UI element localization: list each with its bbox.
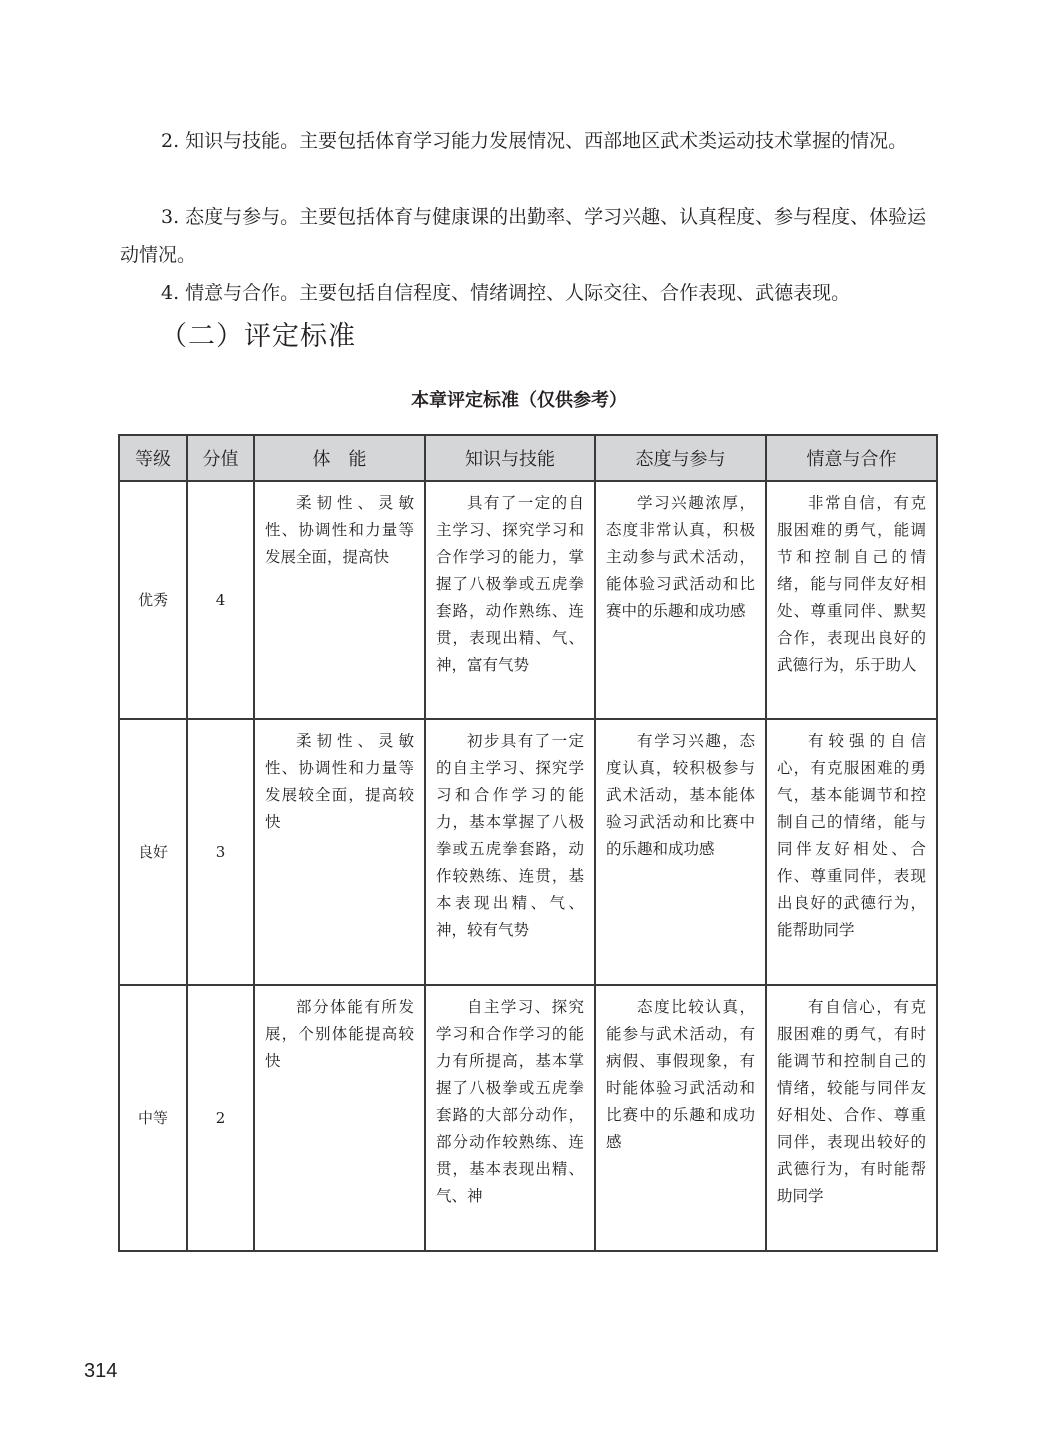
cell-knowledge-skills bbox=[425, 719, 595, 985]
cell-score: 4 bbox=[187, 481, 254, 719]
paragraph-text: 2. 知识与技能。主要包括体育学习能力发展情况、西部地区武术类运动技术掌握的情况。 bbox=[161, 130, 908, 152]
cell-fitness bbox=[254, 481, 425, 719]
cell-text: 部分体能有所发展，个别体能提高较快 bbox=[265, 998, 414, 1070]
table-header-row bbox=[119, 435, 937, 481]
cell-emotion-cooperation bbox=[766, 985, 937, 1251]
cell-text: 具有了一定的自主学习、探究学习和合作学习的能力，掌握了八极拳或五虎拳套路，动作熟练、连贯，表现出精、气、神，富有气势 bbox=[436, 494, 584, 674]
header-knowledge-skills: 知识与技能 bbox=[425, 435, 595, 481]
cell-attitude-participation bbox=[595, 985, 766, 1251]
cell-grade: 优秀 bbox=[119, 481, 187, 719]
cell-text: 自主学习、探究学习和合作学习的能力有所提高，基本掌握了八极拳或五虎拳套路的大部分动作，部分动作较熟练、连贯，基本表现出精、气、神 bbox=[436, 998, 584, 1205]
header-fitness: 体 能 bbox=[254, 435, 425, 481]
cell-grade: 良好 bbox=[119, 719, 187, 985]
cell-fitness bbox=[254, 985, 425, 1251]
cell-attitude-participation bbox=[595, 481, 766, 719]
cell-text: 柔韧性、灵敏性、协调性和力量等发展较全面，提高较快 bbox=[265, 732, 414, 831]
cell-text: 学习兴趣浓厚，态度非常认真，积极主动参与武术活动，能体验习武活动和比赛中的乐趣和成功感 bbox=[606, 494, 755, 620]
cell-text: 非常自信，有克服困难的勇气，能调节和控制自己的情绪，能与同伴友好相处、尊重同伴、默契合作，表现出良好的武德行为，乐于助人 bbox=[777, 494, 926, 674]
table-row bbox=[119, 719, 937, 985]
paragraph-attitude-participation bbox=[120, 198, 940, 274]
table-caption: 本章评定标准（仅供参考） bbox=[411, 390, 627, 411]
section-heading: （二）评定标准 bbox=[160, 321, 356, 352]
cell-text: 有自信心，有克服困难的勇气，有时能调节和控制自己的情绪，较能与同伴友好相处、合作、尊重同伴，表现出较好的武德行为，有时能帮助同学 bbox=[777, 998, 926, 1205]
cell-fitness bbox=[254, 719, 425, 985]
cell-grade: 中等 bbox=[119, 985, 187, 1251]
header-attitude-participation: 态度与参与 bbox=[595, 435, 766, 481]
paragraph-emotion-cooperation bbox=[120, 274, 940, 312]
paragraph-text: 4. 情意与合作。主要包括自信程度、情绪调控、人际交往、合作表现、武德表现。 bbox=[161, 282, 851, 304]
header-grade: 等级 bbox=[119, 435, 187, 481]
page-number: 314 bbox=[84, 1360, 118, 1382]
cell-text: 初步具有了一定的自主学习、探究学习和合作学习的能力，基本掌握了八极拳或五虎拳套路，动作较熟练、连贯，基本表现出精、气、神，较有气势 bbox=[436, 732, 584, 939]
grading-standards-table bbox=[118, 434, 938, 1252]
cell-attitude-participation bbox=[595, 719, 766, 985]
cell-score: 3 bbox=[187, 719, 254, 985]
header-score: 分值 bbox=[187, 435, 254, 481]
paragraph-text: 3. 态度与参与。主要包括体育与健康课的出勤率、学习兴趣、认真程度、参与程度、体验运动情况。 bbox=[120, 206, 927, 266]
cell-text: 柔韧性、灵敏性、协调性和力量等发展全面，提高快 bbox=[265, 494, 414, 566]
table-row bbox=[119, 481, 937, 719]
paragraph-knowledge-skills bbox=[120, 122, 940, 160]
table-row bbox=[119, 985, 937, 1251]
cell-knowledge-skills bbox=[425, 985, 595, 1251]
cell-score: 2 bbox=[187, 985, 254, 1251]
cell-text: 有较强的自信心，有克服困难的勇气，基本能调节和控制自己的情绪，能与同伴友好相处、合作、尊重同伴，表现出良好的武德行为，能帮助同学 bbox=[777, 732, 926, 939]
cell-knowledge-skills bbox=[425, 481, 595, 719]
cell-emotion-cooperation bbox=[766, 481, 937, 719]
header-emotion-cooperation: 情意与合作 bbox=[766, 435, 937, 481]
cell-emotion-cooperation bbox=[766, 719, 937, 985]
cell-text: 态度比较认真，能参与武术活动，有病假、事假现象，有时能体验习武活动和比赛中的乐趣和成功感 bbox=[606, 998, 755, 1151]
cell-text: 有学习兴趣，态度认真，较积极参与武术活动，基本能体验习武活动和比赛中的乐趣和成功感 bbox=[606, 732, 755, 858]
